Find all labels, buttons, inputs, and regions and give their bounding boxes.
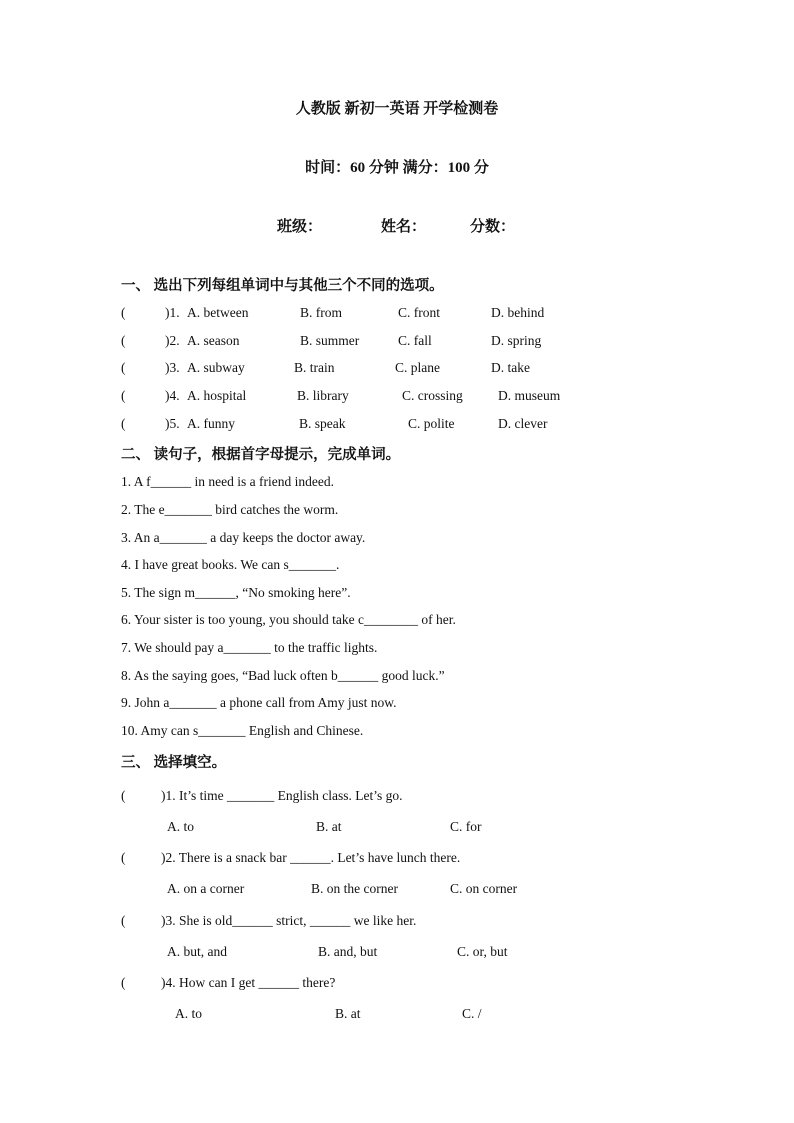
option-a: A. funny xyxy=(187,416,235,431)
sentence-item: 5. The sign m______, “No smoking here”. xyxy=(121,585,351,600)
answer-paren: ( xyxy=(121,975,126,990)
option-b: B. summer xyxy=(300,333,360,348)
section3-heading: 三、 选择填空。 xyxy=(121,755,227,771)
question-number: )1. xyxy=(165,305,180,320)
option-c: C. for xyxy=(450,819,482,834)
option-b: B. on the corner xyxy=(311,881,398,896)
option-c: C. fall xyxy=(398,333,432,348)
option-b: B. at xyxy=(316,819,342,834)
option-b: B. speak xyxy=(299,416,346,431)
option-d: D. behind xyxy=(491,305,545,320)
option-a: A. but, and xyxy=(167,944,227,959)
section2-heading: 二、 读句子，根据首字母提示，完成单词。 xyxy=(121,447,401,463)
sentence-item: 4. I have great books. We can s_______. xyxy=(121,557,340,572)
answer-paren: ( xyxy=(121,416,126,431)
option-a: A. on a corner xyxy=(167,881,245,896)
option-b: B. train xyxy=(294,360,335,375)
page-title: 人教版 新初一英语 开学检测卷 xyxy=(295,101,499,117)
option-d: D. spring xyxy=(491,333,542,348)
section1-heading: 一、 选出下列每组单词中与其他三个不同的选项。 xyxy=(121,278,444,294)
option-b: B. at xyxy=(335,1006,361,1021)
option-c: C. plane xyxy=(395,360,440,375)
question-text: )1. It’s time _______ English class. Let’s go. xyxy=(161,788,403,803)
answer-paren: ( xyxy=(121,913,126,928)
sentence-item: 2. The e_______ bird catches the worm. xyxy=(121,502,339,517)
option-a: A. to xyxy=(175,1006,202,1021)
option-d: D. museum xyxy=(498,388,561,403)
option-b: B. and, but xyxy=(318,944,378,959)
sentence-item: 8. As the saying goes, “Bad luck often b______ good luck.” xyxy=(121,668,445,683)
option-c: C. on corner xyxy=(450,881,518,896)
question-number: )3. xyxy=(165,360,180,375)
option-a: A. season xyxy=(187,333,240,348)
question-text: )4. How can I get ______ there? xyxy=(161,975,336,990)
exam-time-score: 时间：60 分钟 满分：100 分 xyxy=(305,160,489,176)
answer-paren: ( xyxy=(121,305,126,320)
option-c: C. polite xyxy=(408,416,455,431)
question-number: )4. xyxy=(165,388,180,403)
question-number: )2. xyxy=(165,333,180,348)
answer-paren: ( xyxy=(121,388,126,403)
answer-paren: ( xyxy=(121,333,126,348)
option-a: A. between xyxy=(187,305,249,320)
option-c: C. front xyxy=(398,305,440,320)
question-text: )2. There is a snack bar ______. Let’s have lunch there. xyxy=(161,850,461,865)
option-a: A. hospital xyxy=(187,388,247,403)
option-a: A. to xyxy=(167,819,194,834)
question-text: )3. She is old______ strict, ______ we like her. xyxy=(161,913,417,928)
sentence-item: 7. We should pay a_______ to the traffic lights. xyxy=(121,640,378,655)
option-a: A. subway xyxy=(187,360,245,375)
score-label: 分数： xyxy=(470,219,516,235)
option-d: D. take xyxy=(491,360,530,375)
sentence-item: 9. John a_______ a phone call from Amy just now. xyxy=(121,695,397,710)
answer-paren: ( xyxy=(121,360,126,375)
sentence-item: 3. An a_______ a day keeps the doctor away. xyxy=(121,530,366,545)
option-b: B. from xyxy=(300,305,342,320)
option-b: B. library xyxy=(297,388,349,403)
sentence-item: 1. A f______ in need is a friend indeed. xyxy=(121,474,334,489)
option-c: C. / xyxy=(462,1006,482,1021)
question-number: )5. xyxy=(165,416,180,431)
sentence-item: 6. Your sister is too young, you should take c________ of her. xyxy=(121,612,456,627)
class-label: 班级： xyxy=(277,219,323,235)
option-c: C. or, but xyxy=(457,944,508,959)
sentence-item: 10. Amy can s_______ English and Chinese. xyxy=(121,723,364,738)
answer-paren: ( xyxy=(121,788,126,803)
name-label: 姓名： xyxy=(381,219,427,235)
option-d: D. clever xyxy=(498,416,548,431)
answer-paren: ( xyxy=(121,850,126,865)
option-c: C. crossing xyxy=(402,388,463,403)
